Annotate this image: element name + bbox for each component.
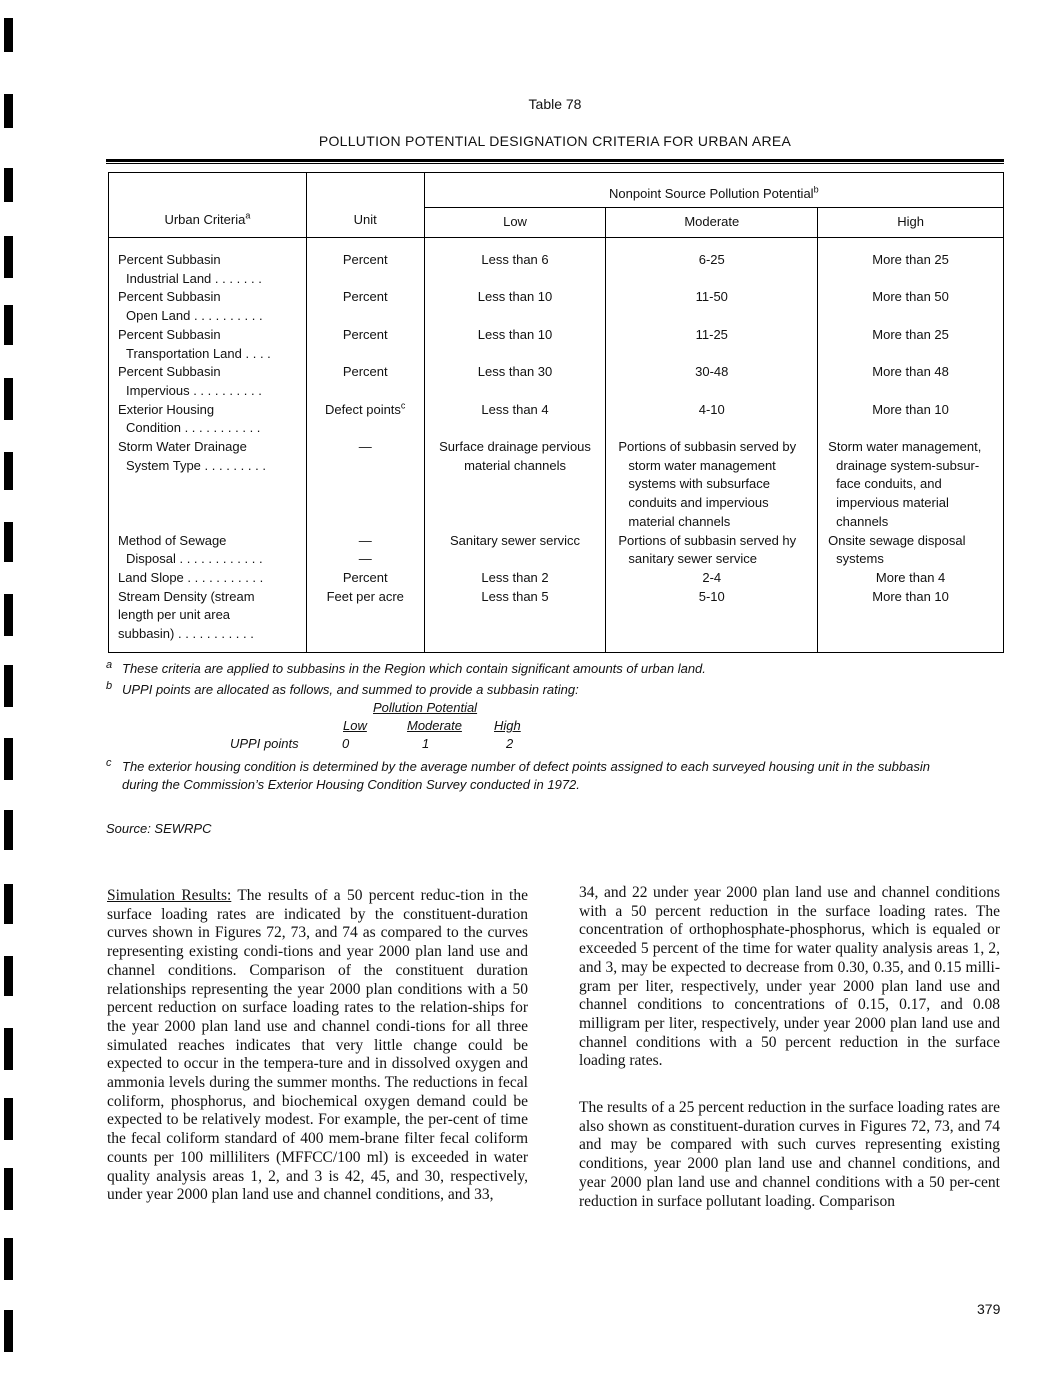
body-column-left xyxy=(107,887,528,1205)
unit-cell: Percent xyxy=(306,238,424,289)
binder-mark xyxy=(4,378,13,420)
moderate-cell: Portions of subbasin served hy sanitary sewer service xyxy=(606,532,818,569)
high-cell: More than 10 xyxy=(818,588,1004,653)
criterion-cell: Method of Sewage Disposal . . . . . . . . . . . . xyxy=(109,532,307,569)
header-urban-criteria: Urban Criteria$^a$ xyxy=(109,173,307,238)
criterion-cell: Exterior Housing Condition . . . . . . . . . . . xyxy=(109,401,307,438)
table-row xyxy=(109,238,1004,289)
low-cell: Less than 10 xyxy=(424,288,606,325)
binder-mark xyxy=(4,738,13,780)
body-paragraph: The results of a 50 percent reduc-tion in the surface loading rates are indicated by the constituent-duration curves shown in Figures 72, 73, and 74 as compared to the curves representing existing condi-tions and year 2000 plan land use and channel conditions. Comparison of the constituent duration relationships representing the year 2000 plan conditions with a 50 percent reduction on surface loading rates to the relation-ships for the year 2000 plan land use and channel condi-tions for all three simulated reaches indicates that very little change could be expected to occur in the tempera-ture and in dissolved oxygen and ammonia levels during the summer months. The reductions in fecal coliform, phosphorus, and biochemical oxygen demand could be expected to be relatively modest. For example, the per-cent of time the fecal coliform standard of 400 mem-brane filter fecal coliform counts per 100 milliliters (MFFCC/100 ml) is exceeded in water quality analysis areas 1, 2, and 3 is 42, 45, and 30, respectively, under year 2000 plan land use and channel conditions, and 33, xyxy=(107,887,528,1204)
binder-mark xyxy=(4,884,13,924)
moderate-cell: 30-48 xyxy=(606,363,818,400)
moderate-cell: 4-10 xyxy=(606,401,818,438)
moderate-cell: 5-10 xyxy=(606,588,818,653)
footnote-c: c The exterior housing condition is determined by the average number of defect points assigned to each surveyed housing unit in the subbasin during the Commission’s Exterior Housing Condition Survey conducted in 1972. xyxy=(106,757,930,792)
high-cell: More than 25 xyxy=(818,238,1004,289)
binder-mark xyxy=(4,168,13,202)
low-cell: Less than 30 xyxy=(424,363,606,400)
moderate-cell: 11-50 xyxy=(606,288,818,325)
moderate-cell: 11-25 xyxy=(606,326,818,363)
uppi-low-label: Low xyxy=(343,718,367,733)
header-moderate: Moderate xyxy=(606,208,818,238)
criterion-cell: Percent Subbasin Transportation Land . . . . xyxy=(109,326,307,363)
table-row xyxy=(109,438,1004,532)
body-paragraph: The results of a 25 percent reduction in the surface loading rates are also shown as constituent-duration curves in Figures 72, 73, and 74 and may be compared with such curves representing existing conditions, year 2000 plan land use and channel conditions, and year 2000 plan land use and channel conditions with a 50 per-cent reduction in surface pollutant loading. Comparison xyxy=(579,1099,1000,1210)
criterion-cell: Storm Water Drainage System Type . . . . . . . . . xyxy=(109,438,307,532)
criterion-cell: Percent Subbasin Impervious . . . . . . . . . . xyxy=(109,363,307,400)
moderate-cell: Portions of subbasin served by storm water management systems with subsurface conduits and impervious material channels xyxy=(606,438,818,532)
high-cell: More than 50 xyxy=(818,288,1004,325)
binder-mark xyxy=(4,1098,13,1140)
uppi-high-label: High xyxy=(494,718,521,733)
unit-cell: — — xyxy=(306,532,424,569)
uppi-high-value: 2 xyxy=(506,736,514,751)
unit-cell: Defect points$^c$ xyxy=(306,401,424,438)
unit-cell: Percent xyxy=(306,363,424,400)
section-heading: Simulation Results: xyxy=(107,887,232,904)
binder-mark xyxy=(4,1310,13,1352)
high-cell: More than 25 xyxy=(818,326,1004,363)
body-column-right xyxy=(579,884,1000,1211)
header-nonpoint-source: Nonpoint Source Pollution Potential$^b$ xyxy=(424,173,1003,208)
high-cell: Storm water management, drainage system-subsur- face conduits, and impervious material channels xyxy=(818,438,1004,532)
low-cell: Less than 6 xyxy=(424,238,606,289)
binder-mark xyxy=(4,18,13,52)
uppi-low-value: 0 xyxy=(342,736,350,751)
table-row xyxy=(109,532,1004,569)
moderate-cell: 2-4 xyxy=(606,569,818,588)
unit-cell: Percent xyxy=(306,569,424,588)
footnote-a: a These criteria are applied to subbasins in the Region which contain significant amounts of urban land. xyxy=(106,659,706,676)
low-cell: Less than 10 xyxy=(424,326,606,363)
low-cell: Less than 4 xyxy=(424,401,606,438)
table-row xyxy=(109,588,1004,653)
header-high: High xyxy=(818,208,1004,238)
low-cell: Sanitary sewer servicc xyxy=(424,532,606,569)
binder-mark xyxy=(4,956,13,996)
table-row xyxy=(109,569,1004,588)
header-low: Low xyxy=(424,208,606,238)
binder-mark xyxy=(4,594,13,636)
uppi-row-label: UPPI points xyxy=(230,736,299,751)
binder-mark xyxy=(4,665,13,707)
binder-mark xyxy=(4,305,13,345)
low-cell: Less than 5 xyxy=(424,588,606,653)
table-row xyxy=(109,363,1004,400)
body-paragraph: 34, and 22 under year 2000 plan land use and channel conditions with a 50 percent reduction in the surface loading rates. The concentration of orthophosphate-phosphorus, which is equaled or exceeded 5 percent of the time for water quality analysis areas 1, 2, and 3, may be expected to decrease from 0.30, 0.35, and 0.15 milli-gram per liter, respectively, under year 2000 plan land use and channel conditions to concentrations of 0.15, 0.17, and 0.08 milligram per liter, respectively, under year 2000 plan land use and channel conditions with a 50 percent reduction in the surface loading rates. xyxy=(579,884,1000,1070)
binder-mark xyxy=(4,1168,13,1210)
unit-cell: Percent xyxy=(306,326,424,363)
binder-mark xyxy=(4,1028,13,1070)
binder-mark xyxy=(4,1238,13,1280)
header-unit: Unit xyxy=(306,173,424,238)
low-cell: Surface drainage pervious material channels xyxy=(424,438,606,532)
high-cell: Onsite sewage disposal systems xyxy=(818,532,1004,569)
high-cell: More than 48 xyxy=(818,363,1004,400)
criterion-cell: Stream Density (stream length per unit area subbasin) . . . . . . . . . . . xyxy=(109,588,307,653)
criterion-cell: Percent Subbasin Industrial Land . . . . . . . xyxy=(109,238,307,289)
page-number: 379 xyxy=(977,1301,1001,1317)
uppi-moderate-value: 1 xyxy=(422,736,430,751)
binder-mark xyxy=(4,810,13,850)
unit-cell: — xyxy=(306,438,424,532)
low-cell: Less than 2 xyxy=(424,569,606,588)
uppi-moderate-label: Moderate xyxy=(407,718,462,733)
high-cell: More than 4 xyxy=(818,569,1004,588)
binder-mark xyxy=(4,522,13,562)
table-footnotes xyxy=(106,660,1011,794)
unit-cell: Feet per acre xyxy=(306,588,424,653)
criterion-cell: Percent Subbasin Open Land . . . . . . . . . . xyxy=(109,288,307,325)
table-row xyxy=(109,401,1004,438)
high-cell: More than 10 xyxy=(818,401,1004,438)
table-row xyxy=(109,326,1004,363)
criterion-cell: Land Slope . . . . . . . . . . . xyxy=(109,569,307,588)
table-row xyxy=(109,288,1004,325)
unit-cell: Percent xyxy=(306,288,424,325)
uppi-points-table xyxy=(106,699,1011,757)
table-number: Table 78 xyxy=(528,96,582,112)
table-title: POLLUTION POTENTIAL DESIGNATION CRITERIA FOR URBAN AREA xyxy=(318,133,792,149)
table-source: Source: SEWRPC xyxy=(106,821,212,836)
title-rule-thin xyxy=(106,163,1004,164)
binder-mark xyxy=(4,236,13,278)
moderate-cell: 6-25 xyxy=(606,238,818,289)
footnote-b: b UPPI points are allocated as follows, and summed to provide a subbasin rating: xyxy=(106,680,579,697)
title-rule xyxy=(106,159,1004,162)
criteria-table xyxy=(108,172,1004,653)
uppi-heading: Pollution Potential xyxy=(373,700,478,715)
binder-mark xyxy=(4,452,13,490)
